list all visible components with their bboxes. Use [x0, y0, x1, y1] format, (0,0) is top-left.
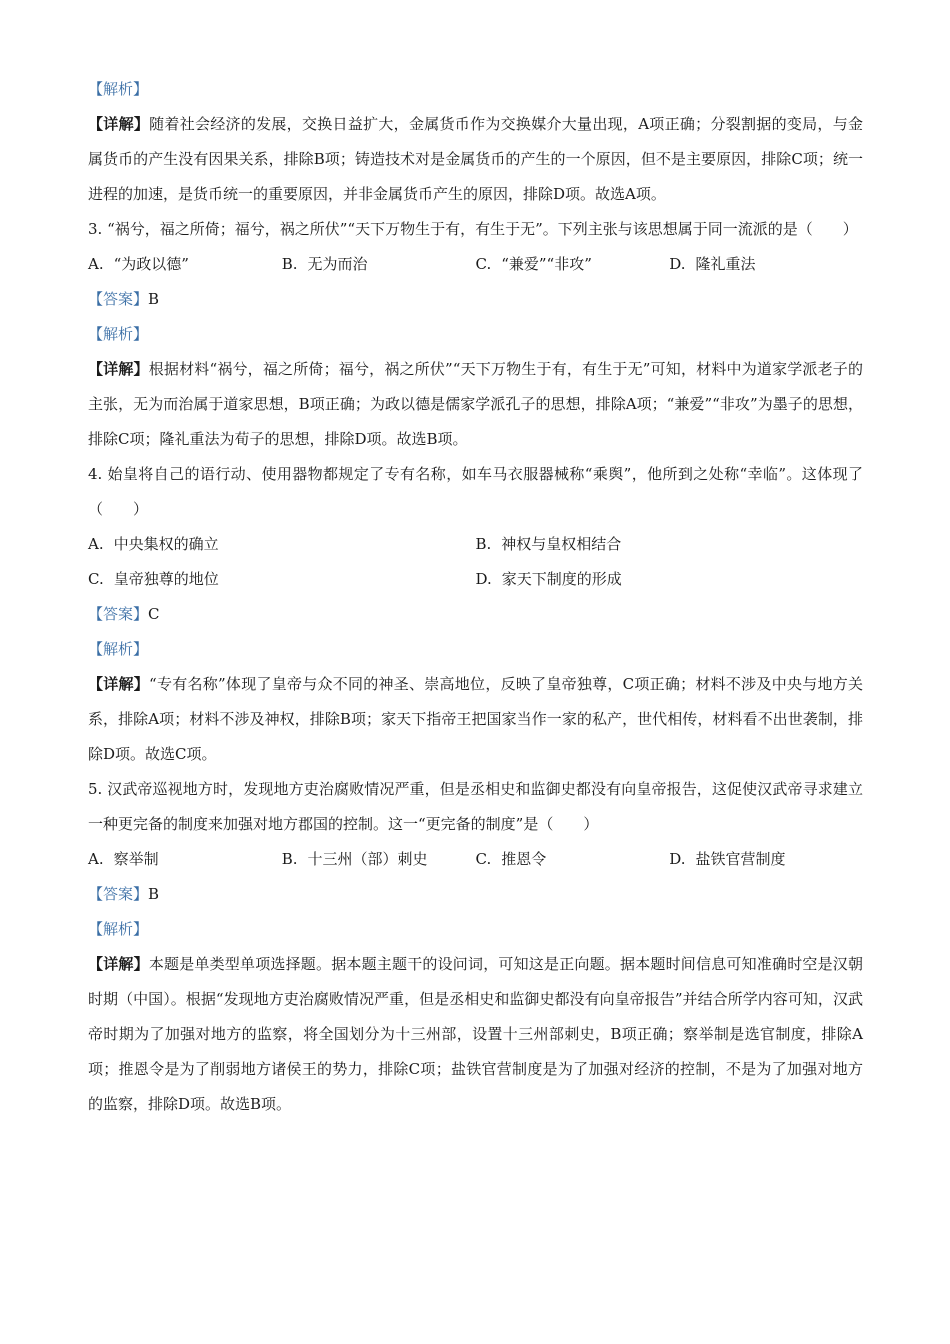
option-d: D. 隆礼重法	[669, 255, 756, 273]
option-b: B. 十三州（部）刺史	[281, 850, 428, 868]
option-b: B. 神权与皇权相结合	[475, 535, 622, 553]
analysis-tag: 【解析】	[88, 325, 149, 343]
answer-value: C	[148, 605, 160, 623]
question-5-stem: 5. 汉武帝巡视地方时，发现地方吏治腐败情况严重，但是丞相史和监御史都没有向皇帝报告，这促使汉武帝寻求建立一种更完备的制度来加强对地方郡国的控制。这一“更完备的制度”是（ ）	[88, 780, 863, 833]
answer-value: B	[148, 885, 160, 903]
question-5-options	[88, 842, 863, 877]
option-d: D. 家天下制度的形成	[475, 570, 622, 588]
detail-text: 根据材料“祸兮，福之所倚；福兮，祸之所伏”“天下万物生于有，有生于无”可知，材料中为道家学派老子的主张，无为而治属于道家思想，B项正确；为政以德是儒家学派孔子的思想，排除A项；“兼爱”“非攻”为墨子的思想，排除C项；隆礼重法为荀子的思想，排除D项。故选B项。	[88, 360, 863, 448]
detail-text: “专有名称”体现了皇帝与众不同的神圣、崇高地位，反映了皇帝独尊，C项正确；材料不涉及中央与地方关系，排除A项；材料不涉及神权，排除B项；家天下指帝王把国家当作一家的私产，世代相传，材料看不出世袭制，排除D项。故选C项。	[88, 675, 863, 763]
option-a: A. “为政以德”	[88, 255, 189, 273]
analysis-tag: 【解析】	[88, 920, 149, 938]
answer-tag: 【答案】	[88, 290, 149, 308]
question-4-stem: 4. 始皇将自己的语行动、使用器物都规定了专有名称，如车马衣服器械称“乘舆”，他所到之处称“幸临”。这体现了（ ）	[88, 465, 863, 518]
option-c: C. 皇帝独尊的地位	[88, 570, 219, 588]
question-4-answer	[88, 597, 863, 632]
detail-tag: 【详解】	[88, 115, 150, 133]
question-3-options	[88, 247, 863, 282]
analysis-tag: 【解析】	[88, 80, 149, 98]
question-4-options-row-2	[88, 562, 863, 597]
option-d: D. 盐铁官营制度	[669, 850, 786, 868]
question-5-answer	[88, 877, 863, 912]
answer-tag: 【答案】	[88, 885, 149, 903]
detail-tag: 【详解】	[88, 675, 150, 693]
question-4-detail	[88, 667, 863, 772]
question-3-detail	[88, 352, 863, 457]
option-a: A. 中央集权的确立	[88, 535, 219, 553]
detail-paragraph	[88, 107, 863, 212]
answer-value: B	[148, 290, 160, 308]
detail-text: 随着社会经济的发展，交换日益扩大，金属货币作为交换媒介大量出现，A项正确；分裂割据的变局，与金属货币的产生没有因果关系，排除B项；铸造技术对是金属货币的产生的一个原因，但不是主要原因，排除C项；统一进程的加速，是货币统一的重要原因，并非金属货币产生的原因，排除D项。故选A项。	[88, 115, 863, 203]
analysis-tag: 【解析】	[88, 640, 149, 658]
option-c: C. 推恩令	[475, 850, 547, 868]
option-c: C. “兼爱”“非攻”	[475, 255, 592, 273]
option-b: B. 无为而治	[281, 255, 368, 273]
detail-tag: 【详解】	[88, 955, 149, 973]
question-3-answer	[88, 282, 863, 317]
question-3-stem: 3. “祸兮，福之所倚；福兮，祸之所伏”“天下万物生于有，有生于无”。下列主张与该思想属于同一流派的是（ ）	[88, 220, 858, 238]
question-5-detail	[88, 947, 863, 1122]
detail-tag: 【详解】	[88, 360, 149, 378]
option-a: A. 察举制	[88, 850, 159, 868]
detail-text: 本题是单类型单项选择题。据本题主题干的设问词，可知这是正向题。据本题时间信息可知准确时空是汉朝时期（中国）。根据“发现地方吏治腐败情况严重，但是丞相史和监御史都没有向皇帝报告”并结合所学内容可知，汉武帝时期为了加强对地方的监察，将全国划分为十三州部，设置十三州部刺史，B项正确；察举制是选官制度，排除A项；推恩令是为了削弱地方诸侯王的势力，排除C项；盐铁官营制度是为了加强对经济的控制，不是为了加强对地方的监察，排除D项。故选B项。	[88, 955, 863, 1113]
question-4-options-row-1	[88, 527, 863, 562]
answer-tag: 【答案】	[88, 605, 149, 623]
document-page	[88, 72, 863, 1122]
